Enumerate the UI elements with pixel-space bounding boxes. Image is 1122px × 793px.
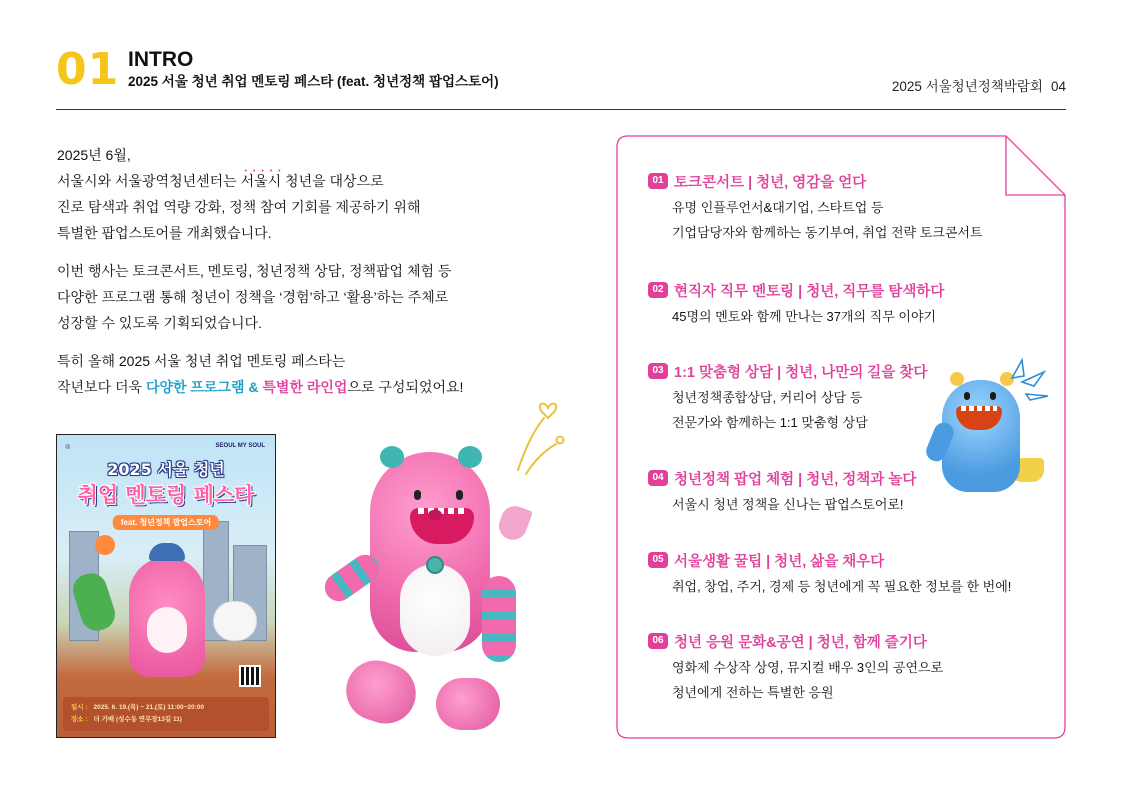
heart-doodle-icon bbox=[508, 396, 570, 476]
poster-feat-badge: feat. 청년정책 팝업스토어 bbox=[113, 515, 219, 530]
poster-info-box: 일시 : 2025. 6. 19.(목) ~ 21.(토) 11:00~20:00 장소 : 더 가배 (성수동 연무장13길 11) bbox=[63, 697, 269, 731]
program-item bbox=[648, 631, 1028, 705]
highlight-programs: 다양한 프로그램 & bbox=[145, 379, 259, 395]
program-title: 1:1 맞춤형 상담 | 청년, 나만의 길을 찾다 bbox=[674, 364, 928, 381]
page-number: 04 bbox=[1050, 79, 1066, 94]
seoul-my-soul-logo: SEOUL MY SOUL bbox=[215, 443, 265, 449]
program-description: 45명의 멘토와 함께 만나는 37개의 직무 이야기 bbox=[672, 309, 937, 324]
program-number-badge: 01 bbox=[648, 173, 668, 189]
program-number-badge: 04 bbox=[648, 470, 668, 486]
highlight-lineup: 특별한 라인업 bbox=[262, 379, 348, 395]
program-title: 현직자 직무 멘토링 | 청년, 직무를 탐색하다 bbox=[674, 283, 945, 300]
program-number-badge: 02 bbox=[648, 282, 668, 298]
white-character bbox=[213, 601, 257, 641]
intro-paragraph-1: 2025년 6월, 서울시와 서울광역청년센터는 • • • 서울시 청년을 대상으로 진로 탐색과 취업 역량 강화, 정책 참여 기회를 제공하기 위해 특별한 팝업스토어를 개최했습니다. bbox=[57, 142, 527, 246]
emphasis-dots: • • • 서울시 청년 bbox=[241, 173, 313, 189]
intro-paragraph-3: 특히 올해 2025 서울 청년 취업 멘토링 페스타는 작년보다 더욱 다양한 프로그램 & 특별한 라인업으로 구성되었어요! bbox=[57, 353, 464, 395]
program-description: 청년정책종합상담, 커리어 상담 등 전문가와 함께하는 1:1 맞춤형 상담 bbox=[672, 390, 868, 430]
poster-title-line1: 2025 서울 청년 bbox=[107, 460, 225, 479]
program-title: 서울생활 꿀팁 | 청년, 삶을 채우다 bbox=[674, 553, 885, 570]
qr-code bbox=[239, 665, 261, 687]
page-reference bbox=[892, 75, 1066, 95]
program-item bbox=[648, 171, 1028, 245]
event-poster bbox=[56, 434, 276, 738]
intro-text bbox=[57, 142, 527, 412]
program-number-badge: 05 bbox=[648, 552, 668, 568]
program-description: 유명 인플루언서&대기업, 스타트업 등 기업담당자와 함께하는 동기부여, 취업 전략 토크콘서트 bbox=[672, 200, 983, 240]
seoul-youth-logo: ◎ bbox=[65, 444, 71, 450]
program-item bbox=[648, 280, 1028, 329]
orange-character bbox=[95, 535, 115, 555]
program-description: 취업, 창업, 주거, 경제 등 청년에게 꼭 필요한 정보를 한 번에! bbox=[672, 579, 1012, 594]
page-header bbox=[56, 44, 1066, 108]
sparkle-doodle-icon bbox=[1008, 356, 1052, 402]
section-subtitle: 2025 서울 청년 취업 멘토링 페스타 (feat. 청년정책 팝업스토어) bbox=[128, 74, 499, 89]
program-description: 서울시 청년 정책을 신나는 팝업스토어로! bbox=[672, 497, 904, 512]
program-number-badge: 03 bbox=[648, 363, 668, 379]
program-title: 청년정책 팝업 체험 | 청년, 정책과 놀다 bbox=[674, 471, 917, 488]
program-item bbox=[648, 550, 1028, 599]
bell-icon bbox=[426, 556, 444, 574]
program-title: 토크콘서트 | 청년, 영감을 얻다 bbox=[674, 174, 867, 191]
document-title: 2025 서울청년정책박람회 bbox=[891, 79, 1043, 94]
section-number: 01 bbox=[56, 44, 120, 95]
program-number-badge: 06 bbox=[648, 633, 668, 649]
pink-mascot-poster bbox=[129, 557, 205, 677]
intro-paragraph-2: 이번 행사는 토크콘서트, 멘토링, 청년정책 상담, 정책팝업 체험 등 다양한 프로그램 통해 청년이 정책을 ‘경험’하고 ‘활용’하는 주체로 성장할 수 있도록 기획되었습니다. bbox=[57, 263, 452, 331]
program-description: 영화제 수상작 상영, 뮤지컬 배우 3인의 공연으로 청년에게 전하는 특별한 응원 bbox=[672, 660, 944, 700]
program-title: 청년 응원 문화&공연 | 청년, 함께 즐기다 bbox=[674, 634, 927, 651]
header-divider bbox=[56, 109, 1066, 110]
pink-mascot-illustration bbox=[318, 446, 528, 742]
section-title: INTRO bbox=[128, 48, 194, 71]
poster-title-line2: 취업 멘토링 페스타 bbox=[77, 483, 255, 507]
